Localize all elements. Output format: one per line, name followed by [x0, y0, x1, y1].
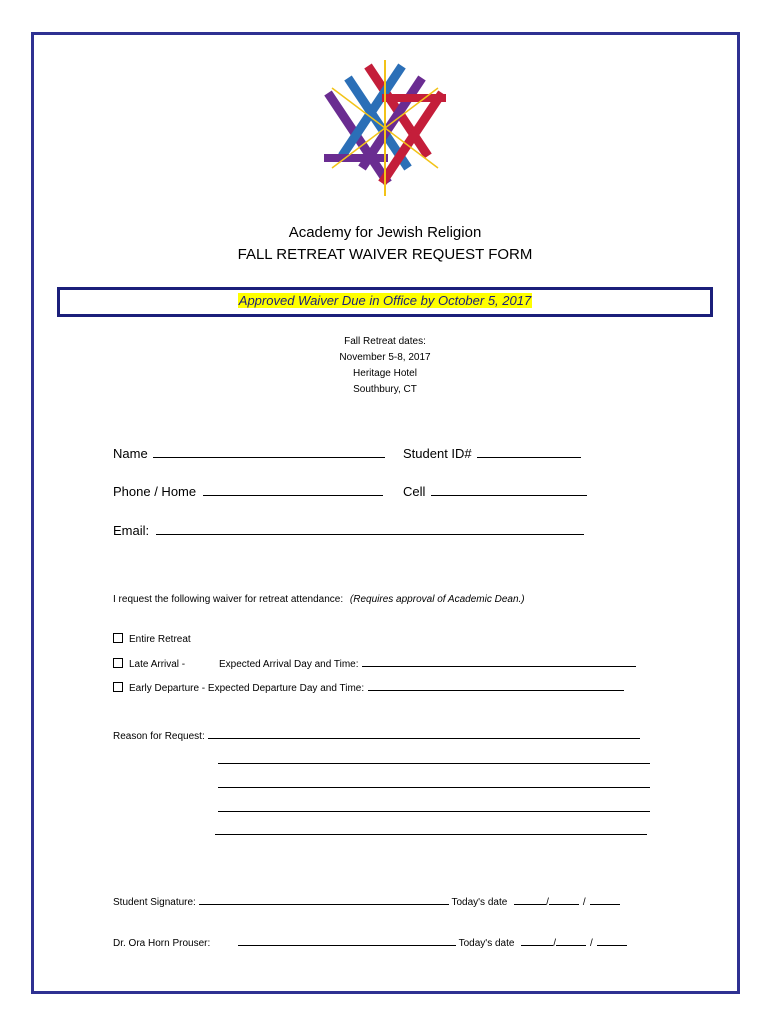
email-label: Email: — [113, 523, 150, 538]
cell-field[interactable] — [403, 484, 587, 499]
reason-line[interactable] — [218, 754, 650, 764]
date-month-line[interactable] — [521, 936, 553, 946]
due-notice-box — [57, 287, 713, 317]
option-label: Late Arrival - — [129, 659, 186, 670]
date-sep: / — [590, 938, 593, 949]
date-month-line[interactable] — [514, 895, 546, 905]
dean-signature-label: Dr. Ora Horn Prouser: — [113, 938, 211, 949]
name-label: Name — [113, 446, 148, 461]
academy-logo-icon — [318, 58, 452, 198]
request-intro — [113, 594, 525, 605]
student-id-line[interactable] — [477, 446, 581, 458]
late-arrival-checkbox[interactable] — [113, 658, 123, 668]
reason-line[interactable] — [208, 729, 640, 739]
student-id-label: Student ID# — [403, 446, 472, 461]
retreat-dates — [0, 334, 770, 398]
student-signature-line[interactable] — [199, 895, 449, 905]
email-line[interactable] — [156, 523, 584, 535]
name-line[interactable] — [153, 446, 385, 458]
date-sep: / — [553, 938, 557, 949]
retreat-location: Southbury, CT — [353, 384, 417, 395]
student-signature-row — [113, 895, 620, 908]
phone-home-line[interactable] — [203, 484, 383, 496]
retreat-venue: Heritage Hotel — [353, 368, 417, 379]
option-label: Entire Retreat — [129, 634, 191, 645]
approval-note: (Requires approval of Academic Dean.) — [349, 594, 525, 605]
date-day-line[interactable] — [549, 895, 579, 905]
date-year-line[interactable] — [590, 895, 620, 905]
name-field[interactable] — [113, 446, 385, 461]
org-name: Academy for Jewish Religion — [288, 224, 482, 241]
entire-retreat-checkbox[interactable] — [113, 633, 123, 643]
option-label: Early Departure - — [129, 683, 206, 694]
form-title: FALL RETREAT WAIVER REQUEST FORM — [237, 246, 533, 263]
option-entire-retreat[interactable] — [113, 633, 191, 645]
option-late-arrival[interactable] — [113, 657, 636, 670]
early-departure-checkbox[interactable] — [113, 682, 123, 692]
reason-field[interactable] — [113, 729, 640, 742]
dean-signature-row — [113, 936, 627, 949]
date-label: Today's date — [458, 938, 515, 949]
reason-label: Reason for Request: — [113, 731, 205, 742]
option-detail: Expected Departure Day and Time: — [207, 683, 365, 694]
option-early-departure[interactable] — [113, 681, 624, 694]
student-id-field[interactable] — [403, 446, 581, 461]
student-signature-label: Student Signature: — [113, 897, 196, 908]
retreat-date-range: November 5-8, 2017 — [339, 352, 431, 363]
option-detail: Expected Arrival Day and Time: — [219, 659, 359, 670]
dean-signature-line[interactable] — [238, 936, 456, 946]
due-notice: Approved Waiver Due in Office by October 5, 2017 — [238, 293, 532, 308]
reason-line[interactable] — [215, 825, 647, 835]
reason-line[interactable] — [218, 778, 650, 788]
phone-home-field[interactable] — [113, 484, 383, 499]
email-field[interactable] — [113, 523, 584, 538]
date-day-line[interactable] — [556, 936, 586, 946]
cell-label: Cell — [403, 484, 426, 499]
phone-home-label: Phone / Home — [113, 484, 197, 499]
date-sep: / — [582, 897, 586, 908]
date-year-line[interactable] — [597, 936, 627, 946]
departure-time-line[interactable] — [368, 681, 624, 691]
reason-line[interactable] — [218, 802, 650, 812]
cell-line[interactable] — [431, 484, 587, 496]
arrival-time-line[interactable] — [362, 657, 636, 667]
request-intro-text: I request the following waiver for retreat attendance: — [113, 594, 344, 605]
retreat-heading: Fall Retreat dates: — [344, 336, 426, 347]
date-label: Today's date — [451, 897, 508, 908]
date-sep: / — [546, 897, 549, 908]
